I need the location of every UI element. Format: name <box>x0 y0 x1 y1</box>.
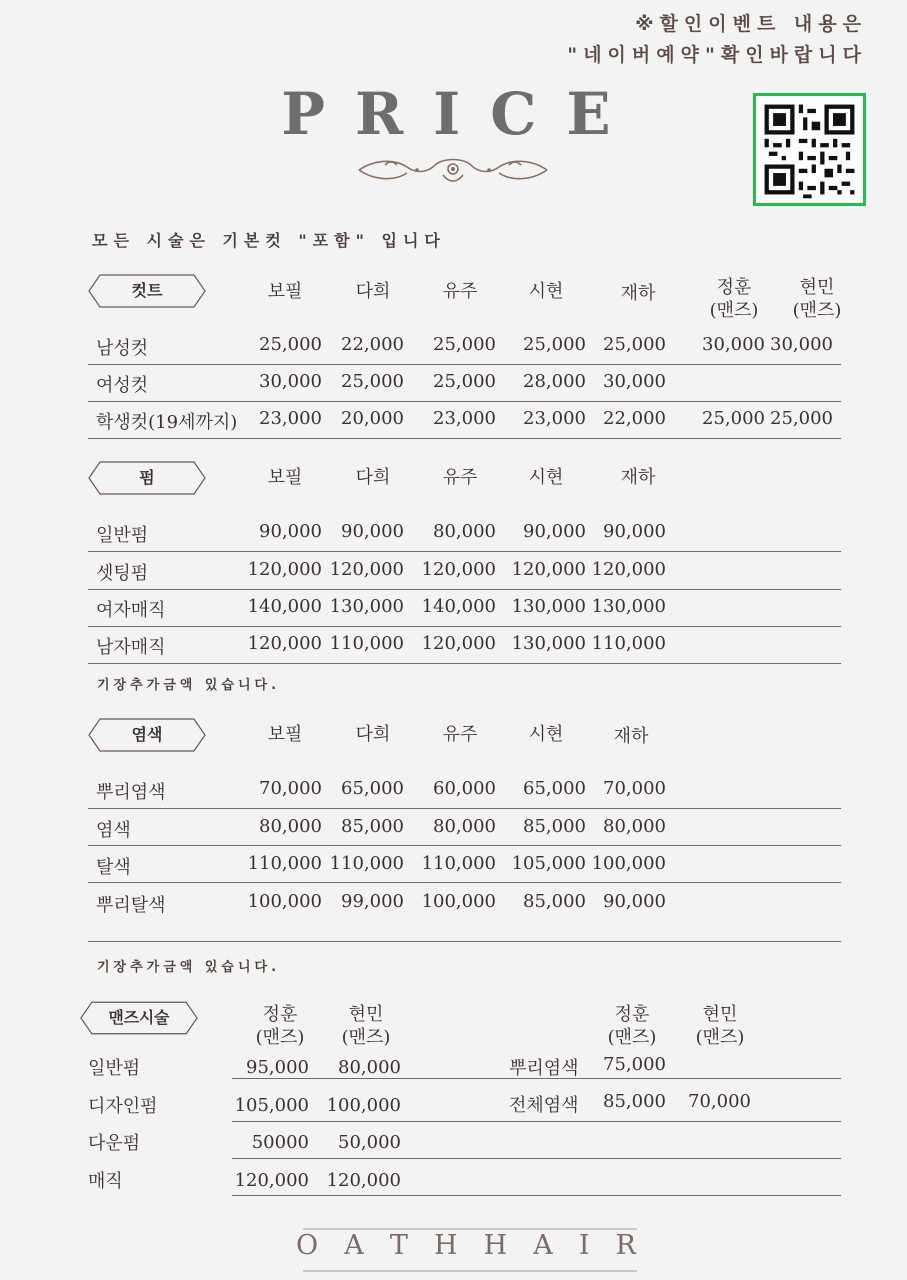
cut-row-divider <box>88 364 841 365</box>
mens-price-cell: 80,000 <box>338 1057 401 1078</box>
dye-row-name: 뿌리탈색 <box>96 895 166 916</box>
logo-letter: A <box>344 1230 364 1261</box>
cut-price-cell: 23,000 <box>259 408 322 429</box>
section-label-dye <box>88 718 206 752</box>
dye-price-cell: 110,000 <box>421 853 496 874</box>
perm-price-cell: 110,000 <box>329 633 404 654</box>
mens-price-cell: 50000 <box>251 1132 309 1153</box>
dye-row-divider <box>88 808 841 809</box>
base-cut-note: 모든 시술은 기본컷 "포함" 입니다 <box>92 231 446 250</box>
mens-price-cell: 95,000 <box>246 1057 309 1078</box>
dye-row-name: 탈색 <box>96 857 131 878</box>
perm-length-note: 기장추가금액 있습니다. <box>97 678 281 693</box>
logo-letter: H <box>433 1230 458 1261</box>
perm-row-divider <box>88 626 841 627</box>
dye-price-cell: 65,000 <box>341 778 404 799</box>
perm-row-name: 셋팅펌 <box>96 563 149 584</box>
discount-notice-line1: ※할인이벤트 내용은 <box>635 13 867 35</box>
dye-row-divider <box>88 845 841 846</box>
mens-row-divider <box>232 1195 841 1196</box>
perm-price-cell: 110,000 <box>591 633 666 654</box>
cut-price-cell: 25,000 <box>770 408 833 429</box>
perm-header-4: 재하 <box>620 467 656 488</box>
cut-row-name: 남성컷 <box>96 338 149 359</box>
cut-header-4: 재하 <box>620 283 656 304</box>
dye-price-cell: 85,000 <box>341 816 404 837</box>
dye-price-cell: 100,000 <box>421 891 496 912</box>
cut-price-cell: 25,000 <box>702 408 765 429</box>
logo-letter: R <box>615 1230 636 1261</box>
logo-letter: A <box>533 1230 553 1261</box>
perm-row-name: 여자매직 <box>96 600 166 621</box>
perm-price-cell: 90,000 <box>341 521 404 542</box>
svg-text:펌: 펌 <box>139 468 155 487</box>
cut-row-divider <box>88 401 841 402</box>
perm-price-cell: 80,000 <box>433 521 496 542</box>
mens-price-cell: 70,000 <box>688 1091 751 1112</box>
mens-header-3: 현민 (맨즈) <box>695 1004 745 1048</box>
discount-notice-line2: "네이버예약"확인바랍니다 <box>567 44 867 66</box>
dye-price-cell: 60,000 <box>433 778 496 799</box>
dye-price-cell: 70,000 <box>603 778 666 799</box>
perm-header-0: 보필 <box>267 467 303 488</box>
mens-price-cell: 105,000 <box>234 1095 309 1116</box>
perm-price-cell: 120,000 <box>329 559 404 580</box>
mens-price-cell: 100,000 <box>326 1095 401 1116</box>
cut-header-3: 시현 <box>528 281 564 302</box>
mens-price-cell: 120,000 <box>326 1170 401 1191</box>
dye-header-4: 재하 <box>613 726 649 747</box>
qr-code[interactable] <box>753 93 866 206</box>
cut-price-cell: 30,000 <box>259 371 322 392</box>
mens-row-name: 매직 <box>88 1171 123 1192</box>
dye-header-1: 다희 <box>355 724 391 745</box>
dye-price-cell: 70,000 <box>259 778 322 799</box>
cut-price-cell: 25,000 <box>523 334 586 355</box>
dye-price-cell: 85,000 <box>523 816 586 837</box>
perm-row-divider <box>88 663 841 664</box>
dye-row-name: 염색 <box>96 820 131 841</box>
perm-price-cell: 130,000 <box>511 633 586 654</box>
brand-logo <box>296 1230 636 1261</box>
perm-row-name: 일반펌 <box>96 525 149 546</box>
svg-text:컷트: 컷트 <box>131 281 163 300</box>
perm-price-cell: 90,000 <box>259 521 322 542</box>
perm-price-cell: 140,000 <box>247 596 322 617</box>
perm-row-divider <box>88 551 841 552</box>
perm-price-cell: 120,000 <box>247 559 322 580</box>
svg-text:염색: 염색 <box>131 725 163 744</box>
perm-row-name: 남자매직 <box>96 637 166 658</box>
mens-price-cell: 50,000 <box>338 1132 401 1153</box>
perm-price-cell: 130,000 <box>591 596 666 617</box>
dye-header-0: 보필 <box>267 724 303 745</box>
perm-price-cell: 120,000 <box>247 633 322 654</box>
dye-price-cell: 100,000 <box>591 853 666 874</box>
dye-price-cell: 110,000 <box>329 853 404 874</box>
mens-price-cell: 120,000 <box>234 1170 309 1191</box>
section-label-perm <box>88 461 206 495</box>
section-label-cut <box>88 274 206 308</box>
cut-header-1: 다희 <box>355 281 391 302</box>
dye-price-cell: 65,000 <box>523 778 586 799</box>
cut-price-cell: 23,000 <box>433 408 496 429</box>
cut-price-cell: 25,000 <box>433 371 496 392</box>
perm-price-cell: 90,000 <box>523 521 586 542</box>
mens-row-name: 디자인펌 <box>88 1096 158 1117</box>
dye-price-cell: 100,000 <box>247 891 322 912</box>
perm-price-cell: 120,000 <box>421 633 496 654</box>
perm-price-cell: 120,000 <box>421 559 496 580</box>
perm-price-cell: 120,000 <box>591 559 666 580</box>
cut-price-cell: 30,000 <box>770 334 833 355</box>
logo-letter: I <box>578 1230 590 1261</box>
cut-price-cell: 22,000 <box>341 334 404 355</box>
cut-row-name: 학생컷(19세까지) <box>96 412 238 433</box>
cut-price-cell: 30,000 <box>603 371 666 392</box>
logo-letter: T <box>389 1230 408 1261</box>
dye-header-3: 시현 <box>528 724 564 745</box>
dye-row-name: 뿌리염색 <box>96 782 166 803</box>
dye-price-cell: 99,000 <box>341 891 404 912</box>
cut-row-divider <box>88 438 841 439</box>
cut-price-cell: 23,000 <box>523 408 586 429</box>
perm-header-3: 시현 <box>528 467 564 488</box>
cut-price-cell: 30,000 <box>702 334 765 355</box>
perm-price-cell: 120,000 <box>511 559 586 580</box>
mens-price-cell: 85,000 <box>603 1091 666 1112</box>
dye-header-2: 유주 <box>442 724 478 745</box>
dye-row-divider <box>88 882 841 883</box>
cut-header-5: 정훈 (맨즈) <box>709 277 759 321</box>
cut-price-cell: 25,000 <box>341 371 404 392</box>
cut-header-0: 보필 <box>267 281 303 302</box>
dye-bottom-divider <box>88 941 841 942</box>
section-label-mens <box>80 1001 198 1035</box>
mens-row-divider <box>232 1158 841 1159</box>
mens-header-0: 정훈 (맨즈) <box>255 1004 305 1048</box>
cut-price-cell: 20,000 <box>341 408 404 429</box>
mens-row-name: 다운펌 <box>88 1133 141 1154</box>
logo-letter: H <box>483 1230 508 1261</box>
cut-header-6: 현민 (맨즈) <box>792 277 842 321</box>
ornament-icon <box>355 153 551 187</box>
dye-price-cell: 85,000 <box>523 891 586 912</box>
mens-header-1: 현민 (맨즈) <box>341 1004 391 1048</box>
perm-price-cell: 130,000 <box>511 596 586 617</box>
perm-price-cell: 140,000 <box>421 596 496 617</box>
cut-price-cell: 22,000 <box>603 408 666 429</box>
mens-row-name: 뿌리염색 <box>509 1058 579 1079</box>
cut-price-cell: 25,000 <box>433 334 496 355</box>
cut-price-cell: 25,000 <box>603 334 666 355</box>
perm-price-cell: 130,000 <box>329 596 404 617</box>
mens-header-2: 정훈 (맨즈) <box>607 1004 657 1048</box>
mens-row-name: 일반펌 <box>88 1058 141 1079</box>
dye-price-cell: 105,000 <box>511 853 586 874</box>
cut-price-cell: 25,000 <box>259 334 322 355</box>
mens-row-name: 전체염색 <box>509 1095 579 1116</box>
svg-text:맨즈시술: 맨즈시술 <box>108 1007 170 1027</box>
dye-price-cell: 90,000 <box>603 891 666 912</box>
dye-price-cell: 110,000 <box>247 853 322 874</box>
cut-price-cell: 28,000 <box>523 371 586 392</box>
dye-price-cell: 80,000 <box>259 816 322 837</box>
dye-price-cell: 80,000 <box>433 816 496 837</box>
perm-row-divider <box>88 589 841 590</box>
qr-code-icon <box>756 96 863 203</box>
mens-price-cell: 75,000 <box>603 1054 666 1075</box>
perm-header-1: 다희 <box>355 467 391 488</box>
dye-price-cell: 80,000 <box>603 816 666 837</box>
mens-row-divider <box>232 1121 841 1122</box>
logo-letter: O <box>296 1230 319 1261</box>
perm-header-2: 유주 <box>442 467 478 488</box>
cut-row-name: 여성컷 <box>96 375 149 396</box>
dye-length-note: 기장추가금액 있습니다. <box>97 960 281 975</box>
page-title: PRICE <box>281 80 641 148</box>
cut-header-2: 유주 <box>442 281 478 302</box>
perm-price-cell: 90,000 <box>603 521 666 542</box>
